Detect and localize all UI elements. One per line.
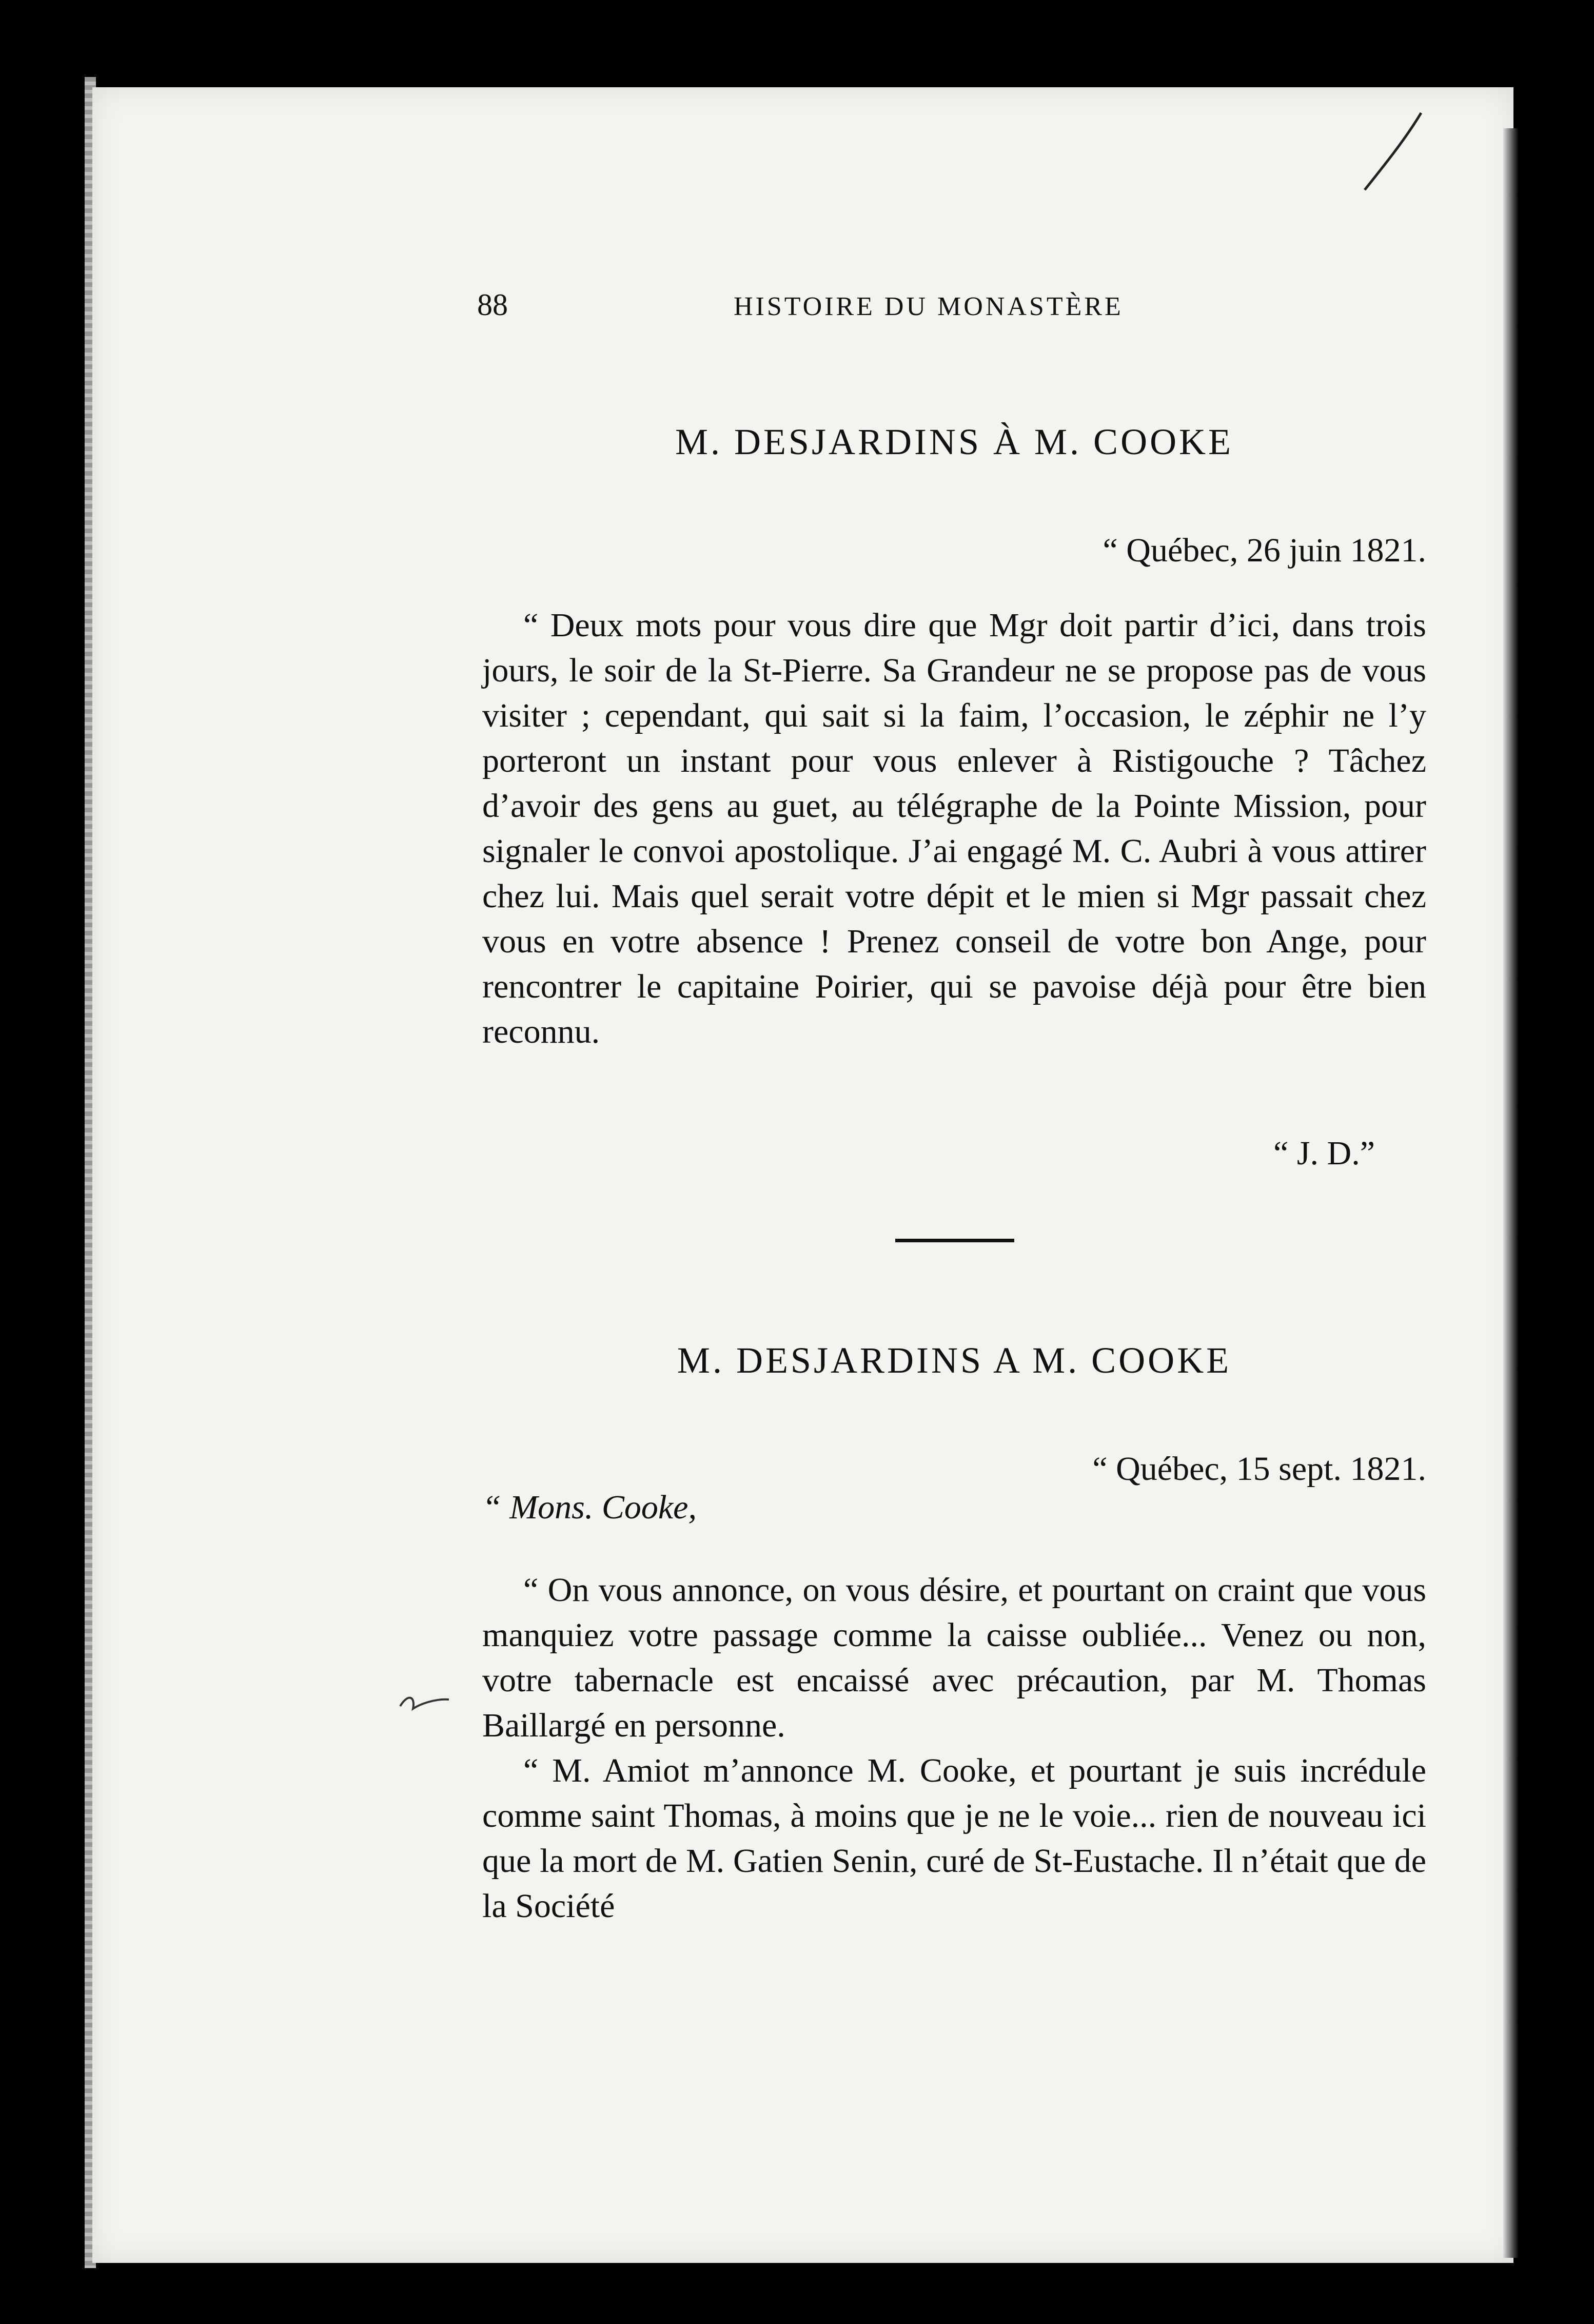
letter-paragraph: “ M. Amiot m’annonce M. Cooke, et pourtant je suis incrédule comme saint Thomas, à moins que je ne le voie... rien de nouveau ici que la mort de M. Gatien Senin, curé de St-Eustache. Il n’était que de la Société	[482, 1752, 1426, 1925]
page-header	[477, 287, 1221, 334]
letter-dateline: “ Québec, 15 sept. 1821.	[1092, 1450, 1426, 1488]
letter-heading: M. DESJARDINS A M. COOKE	[677, 1340, 1232, 1381]
scanned-page	[92, 87, 1513, 2263]
letter-heading: M. DESJARDINS À M. COOKE	[675, 421, 1234, 462]
letter-salutation: “ Mons. Cooke,	[482, 1489, 697, 1526]
letter-paragraph: “ On vous annonce, on vous désire, et pourtant on craint que vous manquiez votre passage comme la caisse oubliée... Venez ou non, votre tabernacle est encaissé avec précaution, par M. Thomas Baillargé en personne.	[482, 1571, 1426, 1744]
pencil-mark-icon	[1354, 108, 1426, 195]
margin-scribble-icon	[395, 1688, 451, 1719]
page-number: 88	[477, 288, 508, 322]
page-right-shadow	[1503, 128, 1519, 2258]
letter-signature: “ J. D.”	[1273, 1135, 1375, 1172]
letter-dateline: “ Québec, 26 juin 1821.	[1103, 532, 1426, 569]
running-title: HISTOIRE DU MONASTÈRE	[734, 292, 1124, 321]
section-divider	[895, 1239, 1014, 1242]
letter-paragraph: “ Deux mots pour vous dire que Mgr doit partir d’ici, dans trois jours, le soir de la St-Pierre. Sa Grandeur ne se propose pas de vous visiter ; cependant, qui sait si la faim, l’occasion, le zéphir ne l’y porteront un instant pour vous enlever à Ristigouche ? Tâchez d’avoir des gens au guet, au télégraphe de la Pointe Mission, pour signaler le convoi apostolique. J’ai engagé M. C. Aubri à vous attirer chez lui. Mais quel serait votre dépit et le mien si Mgr passait chez vous en votre absence ! Prenez conseil de votre bon Ange, pour rencontrer le capitaine Poirier, qui se pavoise déjà pour être bien reconnu.	[482, 607, 1426, 1050]
